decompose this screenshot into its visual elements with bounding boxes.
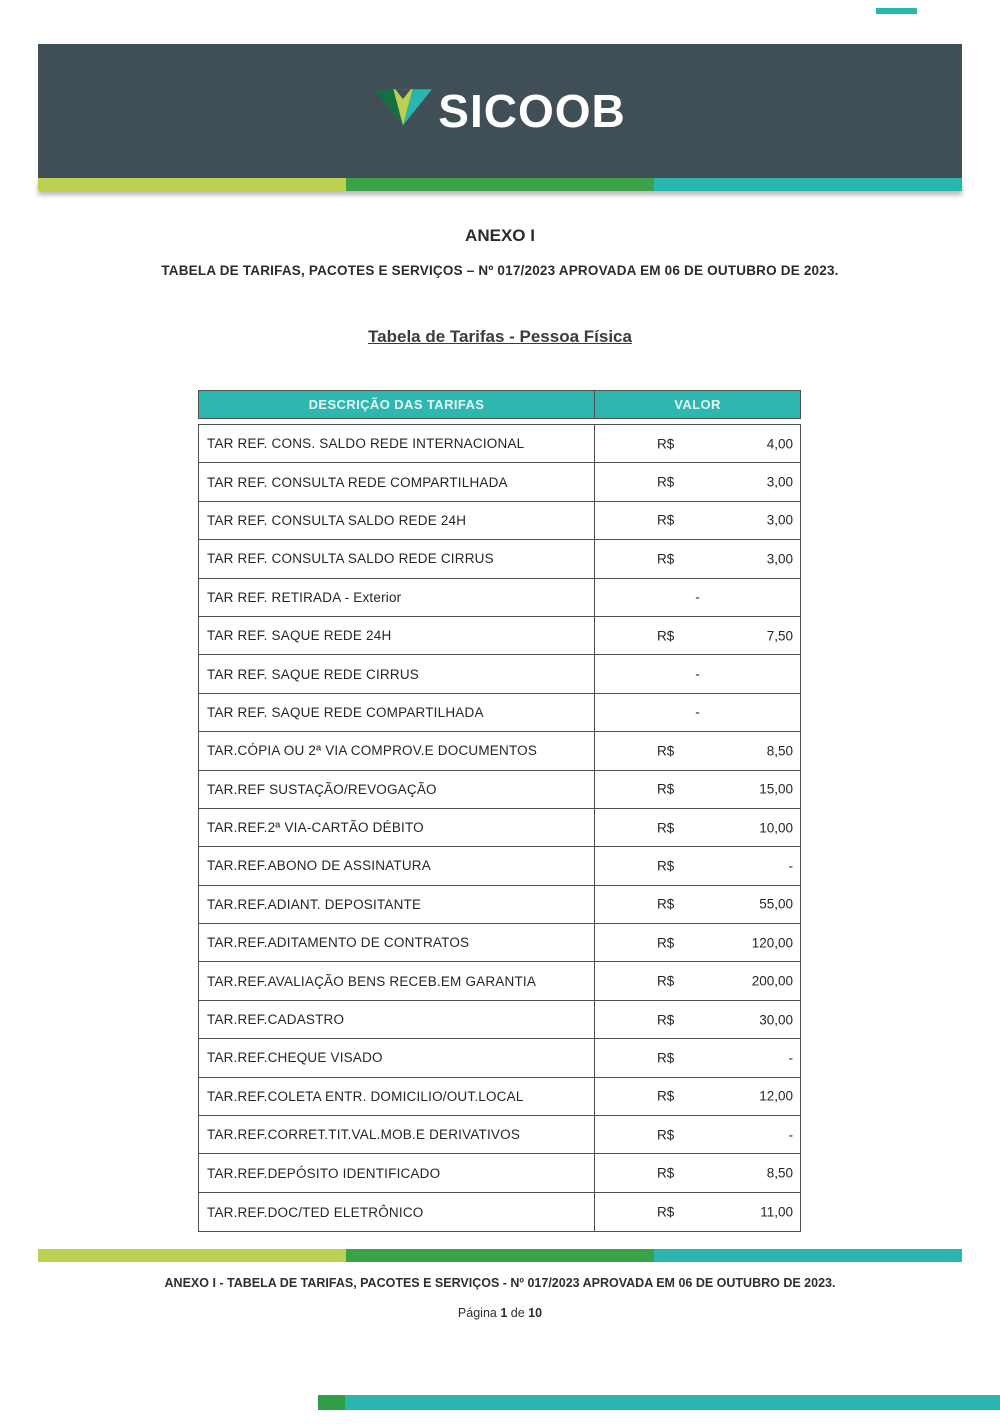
tariff-amount: 12,00: [759, 1088, 793, 1104]
tariff-amount: -: [695, 589, 700, 605]
tariff-currency: R$: [657, 743, 675, 759]
table-row: [199, 1078, 800, 1116]
tariff-amount: -: [695, 704, 700, 720]
table-row: [199, 809, 800, 847]
sicoob-chevron-icon: [374, 87, 432, 129]
tariff-value-cell: [595, 1001, 800, 1038]
footer-stripe: [38, 1249, 962, 1262]
tariff-description: TAR.REF.ADITAMENTO DE CONTRATOS: [199, 924, 595, 961]
tariff-value-cell: [595, 809, 800, 846]
table-row: [199, 579, 800, 617]
tariff-amount: 200,00: [751, 973, 793, 989]
tariff-value-cell: [595, 655, 800, 692]
tariff-value-cell: [595, 617, 800, 654]
tariff-description: TAR REF. CONS. SALDO REDE INTERNACIONAL: [199, 425, 595, 462]
table-row: [199, 962, 800, 1000]
tariff-currency: R$: [657, 820, 675, 836]
tariff-amount: 11,00: [760, 1204, 793, 1220]
column-header-value: VALOR: [674, 397, 721, 412]
page-number-label: Página: [457, 1306, 497, 1320]
tariff-description: TAR.REF.CHEQUE VISADO: [199, 1039, 595, 1076]
tariff-description: TAR.REF SUSTAÇÃO/REVOGAÇÃO: [199, 771, 595, 808]
tariff-value-cell: [595, 732, 800, 769]
tariff-value-cell: [595, 425, 800, 462]
header-stripe: [38, 178, 962, 191]
top-teal-dash: [876, 8, 917, 14]
tariff-currency: R$: [657, 474, 675, 490]
tariff-currency: R$: [657, 551, 675, 567]
tariff-amount: 30,00: [759, 1012, 793, 1028]
tariff-amount: 4,00: [766, 436, 793, 452]
table-row: [199, 1116, 800, 1154]
tariff-currency: R$: [657, 973, 675, 989]
tariff-value-cell: [595, 540, 800, 577]
tariff-description: TAR.CÓPIA OU 2ª VIA COMPROV.E DOCUMENTOS: [199, 732, 595, 769]
tariff-currency: R$: [657, 1165, 675, 1181]
page-number: [0, 1306, 1000, 1320]
table-row: [199, 655, 800, 693]
tariff-value-cell: [595, 847, 800, 884]
table-title: Tabela de Tarifas - Pessoa Física: [368, 327, 632, 346]
tariff-description: TAR.REF.DEPÓSITO IDENTIFICADO: [199, 1154, 595, 1191]
table-row: [199, 694, 800, 732]
tariff-value-cell: [595, 962, 800, 999]
stripe-segment-lime: [38, 178, 346, 191]
tariff-value-cell: [595, 1193, 800, 1231]
tariff-amount: 3,00: [766, 512, 793, 528]
table-row: [199, 886, 800, 924]
tariff-value-cell: [595, 694, 800, 731]
tariff-currency: R$: [657, 512, 675, 528]
tariff-value-cell: [595, 886, 800, 923]
table-row: [199, 924, 800, 962]
stripe-segment-teal: [654, 1249, 962, 1262]
stripe-segment-lime: [38, 1249, 346, 1262]
table-row: [199, 732, 800, 770]
tariff-currency: R$: [657, 858, 675, 874]
table-row: [199, 463, 800, 501]
tariff-amount: -: [788, 858, 793, 874]
table-row: [199, 617, 800, 655]
tariff-amount: 55,00: [759, 896, 793, 912]
tariff-currency: R$: [657, 896, 675, 912]
footer-reference-line: ANEXO I - TABELA DE TARIFAS, PACOTES E SERVIÇOS - Nº 017/2023 APROVADA EM 06 DE OUTUBRO DE 2023.: [164, 1276, 836, 1290]
table-row: [199, 425, 800, 463]
tariff-amount: -: [788, 1050, 793, 1066]
tariff-amount: 8,50: [766, 1165, 793, 1181]
tariff-amount: 10,00: [759, 820, 793, 836]
tariff-value-cell: [595, 463, 800, 500]
stripe-segment-green: [346, 1249, 655, 1262]
tariff-description: TAR REF. SAQUE REDE COMPARTILHADA: [199, 694, 595, 731]
tariff-description: TAR.REF.CORRET.TIT.VAL.MOB.E DERIVATIVOS: [199, 1116, 595, 1153]
tariff-amount: -: [788, 1127, 793, 1143]
next-page-stripe-green: [318, 1395, 345, 1410]
tariff-description: TAR.REF.COLETA ENTR. DOMICILIO/OUT.LOCAL: [199, 1078, 595, 1115]
tariff-amount: 3,00: [766, 551, 793, 567]
tariff-value-cell: [595, 1154, 800, 1191]
next-page-stripe: [318, 1395, 1000, 1410]
column-header-description: DESCRIÇÃO DAS TARIFAS: [199, 391, 595, 418]
tariff-currency: R$: [657, 1127, 675, 1143]
tariff-description: TAR REF. CONSULTA SALDO REDE CIRRUS: [199, 540, 595, 577]
tariff-currency: R$: [657, 935, 675, 951]
tariff-description: TAR REF. RETIRADA - Exterior: [199, 579, 595, 616]
tariff-amount: 3,00: [766, 474, 793, 490]
tariff-currency: R$: [657, 781, 675, 797]
tariff-value-cell: [595, 1039, 800, 1076]
tariff-value-cell: [595, 1116, 800, 1153]
tariff-value-cell: [595, 771, 800, 808]
tariff-description: TAR REF. SAQUE REDE CIRRUS: [199, 655, 595, 692]
table-row: [199, 502, 800, 540]
sicoob-logo: [374, 84, 625, 138]
table-row: [199, 847, 800, 885]
table-row: [199, 1154, 800, 1192]
document-subtitle: TABELA DE TARIFAS, PACOTES E SERVIÇOS – Nº 017/2023 APROVADA EM 06 DE OUTUBRO DE 2023.: [161, 263, 839, 278]
next-page-stripe-teal: [345, 1395, 1000, 1410]
stripe-segment-teal: [654, 178, 962, 191]
page-number-total: 10: [528, 1306, 543, 1320]
tariff-description: TAR.REF.DOC/TED ELETRÔNICO: [199, 1193, 595, 1231]
stripe-segment-green: [346, 178, 655, 191]
table-header-row: [198, 390, 801, 419]
page-number-separator: de: [510, 1306, 525, 1320]
tariff-value-cell: [595, 579, 800, 616]
table-row: [199, 1001, 800, 1039]
tariff-amount: -: [695, 666, 700, 682]
logo-text: SICOOB: [438, 85, 626, 137]
tariff-currency: R$: [657, 1050, 675, 1066]
tariff-description: TAR.REF.CADASTRO: [199, 1001, 595, 1038]
tariff-value-cell: [595, 502, 800, 539]
tariff-table-body: [198, 424, 801, 1232]
tariff-description: TAR REF. CONSULTA SALDO REDE 24H: [199, 502, 595, 539]
tariff-value-cell: [595, 924, 800, 961]
page-number-current: 1: [500, 1306, 508, 1320]
tariff-currency: R$: [657, 1012, 675, 1028]
tariff-description: TAR.REF.ADIANT. DEPOSITANTE: [199, 886, 595, 923]
tariff-description: TAR.REF.2ª VIA-CARTÃO DÉBITO: [199, 809, 595, 846]
tariff-description: TAR.REF.AVALIAÇÃO BENS RECEB.EM GARANTIA: [199, 962, 595, 999]
tariff-value-cell: [595, 1078, 800, 1115]
table-row: [199, 771, 800, 809]
tariff-description: TAR REF. SAQUE REDE 24H: [199, 617, 595, 654]
tariff-amount: 120,00: [751, 935, 793, 951]
tariff-currency: R$: [657, 628, 675, 644]
header-band: [38, 44, 962, 178]
tariff-table: [198, 390, 801, 1232]
tariff-currency: R$: [657, 436, 675, 452]
table-row: [199, 1039, 800, 1077]
anexo-title: ANEXO I: [465, 226, 535, 245]
table-row: [199, 1193, 800, 1231]
tariff-amount: 7,50: [766, 628, 793, 644]
tariff-amount: 15,00: [759, 781, 793, 797]
tariff-currency: R$: [657, 1204, 675, 1220]
tariff-description: TAR REF. CONSULTA REDE COMPARTILHADA: [199, 463, 595, 500]
tariff-currency: R$: [657, 1088, 675, 1104]
tariff-amount: 8,50: [766, 743, 793, 759]
table-row: [199, 540, 800, 578]
tariff-description: TAR.REF.ABONO DE ASSINATURA: [199, 847, 595, 884]
